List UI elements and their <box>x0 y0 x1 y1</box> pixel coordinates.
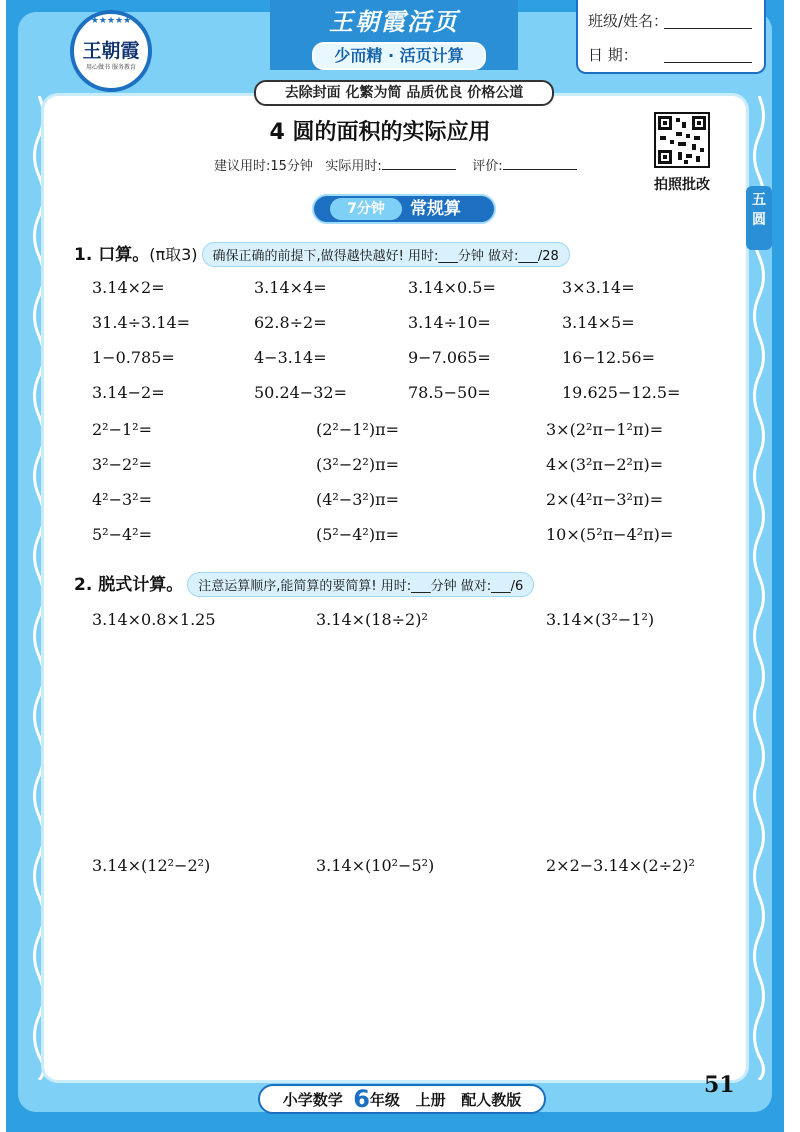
footer-subject: 小学数学 <box>282 1091 343 1109</box>
mental-math-problem: 78.5−50= <box>408 383 491 402</box>
slogan-banner: 去除封面 化繁为简 品质优良 价格公道 <box>254 80 554 106</box>
actual-time-field[interactable] <box>382 169 456 170</box>
section-name: 常规算 <box>410 199 461 219</box>
step-calc-problem: 3.14×(10²−5²) <box>316 856 435 875</box>
question-1-header <box>74 240 570 267</box>
mental-math-problem: 3.14×0.5= <box>408 278 496 297</box>
question-2-tip: 注意运算顺序,能简算的要简算! 用时:___分钟 做对:___/6 <box>187 572 534 597</box>
mental-math-problem: 3.14−2= <box>92 383 165 402</box>
footer-grade-unit: 年级 <box>369 1091 400 1109</box>
evaluation-label: 评价: <box>472 159 503 174</box>
mental-math-problem: 3.14×4= <box>254 278 327 297</box>
mental-math-problem: 5²−4²= <box>92 525 152 544</box>
mental-math-problem: 4×(3²π−2²π)= <box>546 455 664 474</box>
logo-stars-icon: ★★★★★ <box>90 16 132 26</box>
mental-math-problem: (3²−2²)π= <box>316 455 399 474</box>
mental-math-problem: 2²−1²= <box>92 420 152 439</box>
footer-volume: 上册 <box>415 1091 446 1109</box>
question-2-header <box>74 570 534 597</box>
page-number: 51 <box>704 1072 735 1098</box>
step-calc-problem: 3.14×0.8×1.25 <box>92 610 216 629</box>
evaluation-field[interactable] <box>503 169 577 170</box>
date-label: 日 期： <box>588 46 638 64</box>
mental-math-problem: 19.625−12.5= <box>562 383 681 402</box>
mental-math-problem: 4−3.14= <box>254 348 327 367</box>
mental-math-problem: 3²−2²= <box>92 455 152 474</box>
brand-subtitle: 少而精 · 活页计算 <box>312 42 486 70</box>
side-chapter-tab <box>746 186 772 250</box>
student-info-box <box>576 0 766 74</box>
side-tab-label: 五圆 <box>752 192 766 228</box>
mental-math-problem: 50.24−32= <box>254 383 347 402</box>
mental-math-problem: 1−0.785= <box>92 348 175 367</box>
name-field[interactable] <box>664 28 752 29</box>
qr-label: 拍照批改 <box>654 177 710 193</box>
question-1-note: (π取3) <box>149 245 198 264</box>
logo-text: 王朝霞 <box>82 40 140 62</box>
mental-math-problem: (2²−1²)π= <box>316 420 399 439</box>
suggested-time: 建议用时:15分钟 <box>214 159 313 174</box>
brand-logo <box>70 10 152 92</box>
actual-time-label: 实际用时: <box>325 159 382 174</box>
footer-banner <box>258 1084 546 1114</box>
mental-math-problem: 3.14×2= <box>92 278 165 297</box>
name-label: 班级/姓名： <box>588 12 669 30</box>
footer-grade: 6 <box>353 1085 370 1113</box>
mental-math-problem: 62.8÷2= <box>254 313 327 332</box>
mental-math-problem: (5²−4²)π= <box>316 525 399 544</box>
mental-math-problem: 3.14÷10= <box>408 313 491 332</box>
step-calc-problem: 2×2−3.14×(2÷2)² <box>546 856 695 875</box>
mental-math-problem: 2×(4²π−3²π)= <box>546 490 664 509</box>
mental-math-problem: (4²−3²)π= <box>316 490 399 509</box>
logo-tagline: 用心做书 服务教育 <box>86 64 136 71</box>
step-calc-problem: 3.14×(3²−1²) <box>546 610 655 629</box>
time-row <box>214 155 577 174</box>
qr-code-icon <box>654 112 710 168</box>
question-1-tip: 确保正确的前提下,做得越快越好! 用时:___分钟 做对:___/28 <box>202 242 570 267</box>
step-calc-problem: 3.14×(18÷2)² <box>316 610 428 629</box>
section-time: 7分钟 <box>330 198 402 220</box>
question-2-title: 2. 脱式计算。 <box>74 575 184 595</box>
mental-math-problem: 3×3.14= <box>562 278 635 297</box>
question-1-title: 1. 口算。 <box>74 245 150 265</box>
date-field[interactable] <box>664 62 752 63</box>
step-calc-problem: 3.14×(12²−2²) <box>92 856 211 875</box>
lesson-title: 4 圆的面积的实际应用 <box>269 120 491 145</box>
footer-edition: 配人教版 <box>461 1091 522 1109</box>
mental-math-problem: 16−12.56= <box>562 348 655 367</box>
mental-math-problem: 4²−3²= <box>92 490 152 509</box>
section-banner <box>312 194 496 224</box>
mental-math-problem: 3.14×5= <box>562 313 635 332</box>
mental-math-problem: 31.4÷3.14= <box>92 313 191 332</box>
mental-math-problem: 10×(5²π−4²π)= <box>546 525 674 544</box>
mental-math-problem: 9−7.065= <box>408 348 491 367</box>
mental-math-problem: 3×(2²π−1²π)= <box>546 420 664 439</box>
brand-title: 王朝霞活页 <box>329 7 459 36</box>
